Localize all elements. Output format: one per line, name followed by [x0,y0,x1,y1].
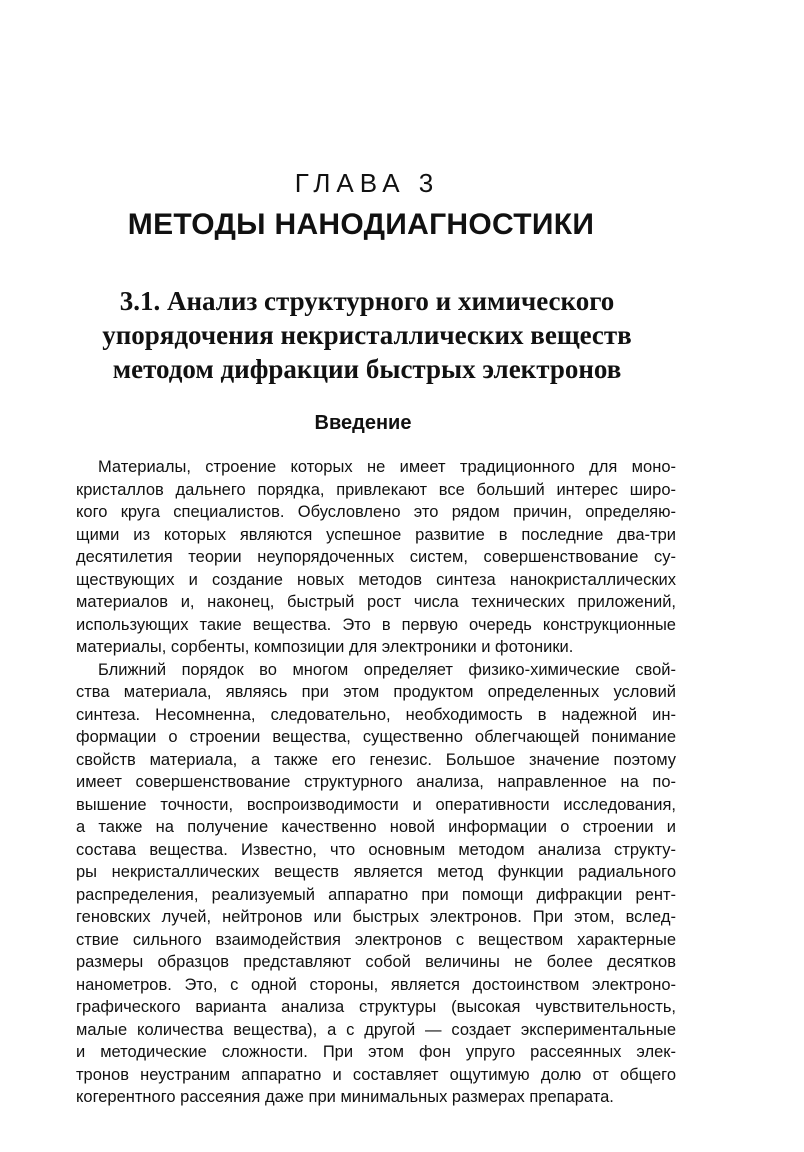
text-line: распределения, реализуемый аппаратно при помощи дифракции рент- [76,885,676,904]
text-line: Ближний порядок во многом определяет физико-химические свой- [98,660,676,679]
text-line: имеет совершенствование структурного анализа, направленное на по- [76,773,676,791]
text-line: размеры образцов представляют собой величины не более десятков [76,953,676,971]
text-line: ства материала, являясь при этом продуктом определенных условий [76,683,676,701]
text-line: материалов и, наконец, быстрый рост числа технических приложений, [76,593,676,611]
body-text [76,456,676,1109]
text-line: графического варианта анализа структуры (высокая чувствительность, [76,998,676,1016]
text-line: состава вещества. Известно, что основным методом анализа структу- [76,840,676,859]
text-line: ществующих и создание новых методов синтеза нанокристаллических [76,570,676,589]
chapter-title: МЕТОДЫ НАНОДИАГНОСТИКИ [127,208,595,241]
subheading: Введение [314,412,412,434]
text-line: ры некристаллических веществ является метод функции радиального [76,863,676,881]
text-line: вышение точности, воспроизводимости и оперативности исследования, [76,795,676,814]
text-line: материалы, сорбенты, композиции для электроники и фотоники. [76,638,574,656]
text-line: Материалы, строение которых не имеет традиционного для моно- [98,458,676,476]
text-line: щими из которых являются успешное развитие в последние два-три [76,525,676,544]
text-line: ствие сильного взаимодействия электронов с веществом характерные [76,930,676,949]
paragraph [76,456,676,659]
chapter-label: ГЛАВА 3 [294,168,440,198]
text-line: кристаллов дальнего порядка, привлекают все больший интерес широ- [76,480,676,499]
text-line: малые количества вещества), а с другой — создает экспериментальные [76,1020,676,1039]
section-heading-line: упорядочения некристаллических веществ [102,320,632,350]
section-heading-line: методом дифракции быстрых электронов [112,354,622,384]
text-line: свойств материала, а также его генезис. Большое значение поэтому [76,750,676,769]
section-heading [70,284,664,386]
text-line: кого круга специалистов. Обусловлено это рядом причин, определяю- [76,503,676,521]
paragraph [76,659,676,1109]
text-line: когерентного рассеяния даже при минимальных размерах препарата. [76,1088,614,1106]
text-line: нанометров. Это, с одной стороны, является достоинством электроно- [76,975,676,994]
text-line: использующих такие вещества. Это в первую очередь конструкционные [76,615,676,634]
text-line: формации о строении вещества, существенно облегчающей понимание [76,728,676,746]
text-line: десятилетия теории неупорядоченных систем, совершенствование су- [76,548,676,566]
text-line: и методические сложности. При этом фон упруго рассеянных элек- [76,1043,676,1061]
section-heading-line: 3.1. Анализ структурного и химического [119,286,615,316]
text-line: тронов неустраним аппаратно и составляет ощутимую долю от общего [76,1065,676,1084]
text-line: геновских лучей, нейтронов или быстрых электронов. При этом, вслед- [76,908,676,926]
text-line: а также на получение качественно новой информации о строении и [76,818,676,836]
text-line: синтеза. Несомненна, следовательно, необходимость в надежной ин- [76,705,676,724]
